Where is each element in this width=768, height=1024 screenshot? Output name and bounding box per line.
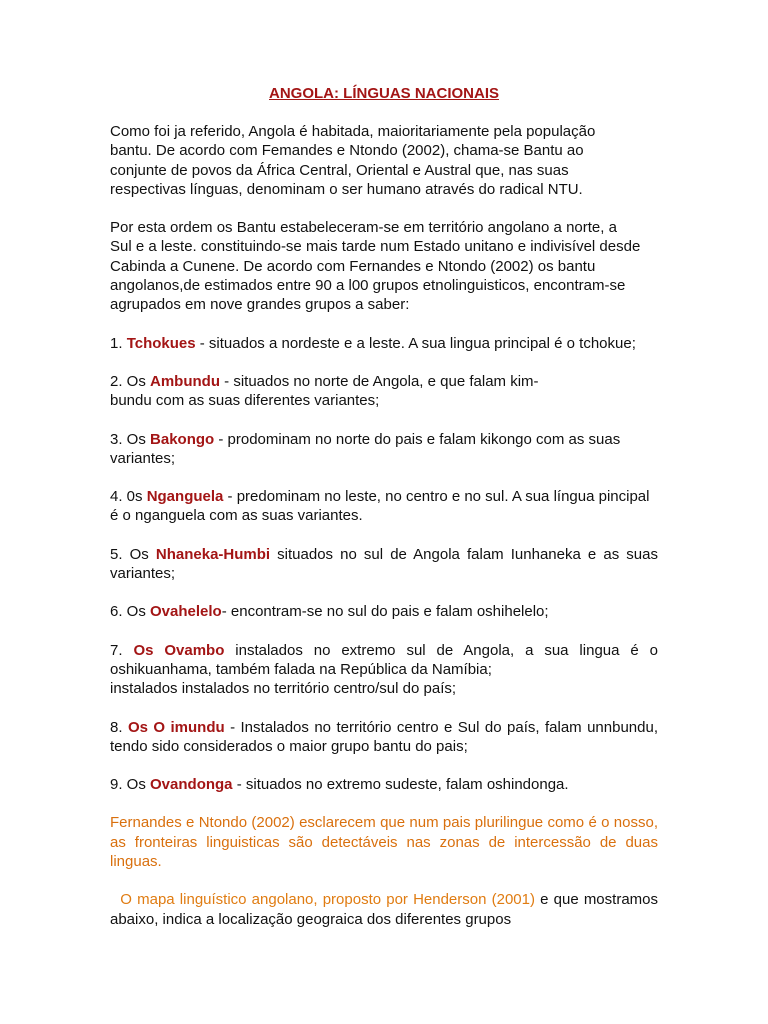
group-text: - situados no extremo sudeste, falam oshindonga. — [232, 776, 569, 794]
group-item — [110, 718, 658, 757]
group-prefix: 3. Os — [110, 430, 151, 448]
group-item — [110, 602, 658, 621]
group-name: Nhaneka-Humbi — [155, 545, 271, 563]
group-prefix: 6. Os — [110, 603, 151, 621]
intro-line: conjunte de povos da África Central, Oriental e Austral que, nas suas — [110, 161, 569, 179]
group-prefix: 9. Os — [110, 776, 151, 794]
paragraph-frontiers: Fernandes e Ntondo (2002) esclarecem que num pais plurilingue como é o nosso, as fronteiras linguisticas são detectáveis nas zonas de intercessão de duas linguas. — [110, 814, 658, 871]
group-text: - situados a nordeste e a leste. A sua lingua principal é o tchokue; — [195, 334, 636, 352]
group-item — [110, 641, 658, 699]
group-text: - encontram-se no sul do pais e falam oshihelelo; — [221, 603, 549, 621]
intro-line: bantu. De acordo com Femandes e Ntondo (2002), chama-se Bantu ao — [110, 142, 584, 160]
intro-line: Como foi ja referido, Angola é habitada, maioritariamente pela população — [110, 123, 596, 140]
paragraph-map — [110, 890, 658, 929]
page-title: ANGOLA: LÍNGUAS NACIONAIS — [269, 85, 499, 102]
group-text: instalados no extremo sul de Angola, a sua lingua é o oshikuanhama, também falada na República da Namíbia; — [110, 641, 658, 678]
paragraph-intro — [110, 122, 658, 199]
group-name: Os Ovambo — [133, 641, 225, 659]
group-text-continued: instalados instalados no território centro/sul do país; — [110, 680, 457, 698]
intro-line: respectivas línguas, denominam o ser humano através do radical NTU. — [110, 180, 583, 198]
paragraph-bantu — [110, 218, 658, 314]
group-prefix: 5. Os — [110, 545, 156, 563]
group-text: - situados no norte de Angola, e que falam kim- — [220, 372, 539, 390]
map-reference: O mapa linguístico angolano, proposto por Henderson (2001) — [110, 891, 535, 909]
group-prefix: 4. 0s — [110, 488, 147, 506]
group-text: - Instalados no território centro e Sul do país, falam unnbundu, tendo sido considerados o maior grupo bantu do pais; — [110, 718, 658, 755]
bantu-line: Sul e a leste. constituindo-se mais tarde num Estado unitano e indivisível desde — [110, 238, 641, 256]
group-item — [110, 372, 658, 411]
group-name: Bakongo — [150, 430, 215, 448]
group-prefix: 1. — [110, 334, 127, 352]
group-text: - predominam no leste, no centro e no sul. A sua língua pincipal é o nganguela com as suas variantes. — [110, 488, 650, 525]
map-text: e que mostramos abaixo, indica a localização geograica dos diferentes grupos — [110, 891, 658, 928]
group-name: Ovandonga — [150, 776, 233, 794]
group-text-continued: bundu com as suas diferentes variantes; — [110, 392, 380, 410]
group-item — [110, 334, 658, 353]
group-name: Nganguela — [146, 488, 224, 506]
bantu-line: Cabinda a Cunene. De acordo com Fernandes e Ntondo (2002) os bantu — [110, 257, 596, 275]
group-prefix: 7. — [110, 641, 134, 659]
group-name: Ambundu — [150, 372, 220, 390]
group-item — [110, 430, 658, 469]
group-text: - prodominam no norte do pais e falam kikongo com as suas variantes; — [110, 430, 621, 467]
group-name: Ovahelelo — [150, 603, 222, 621]
group-prefix: 8. — [110, 718, 128, 736]
group-text: situados no sul de Angola falam Iunhaneka e as suas variantes; — [110, 545, 658, 583]
bantu-line: Por esta ordem os Bantu estabeleceram-se em território angolano a norte, a — [110, 219, 617, 237]
group-item — [110, 545, 658, 584]
group-name: Tchokues — [126, 334, 196, 352]
group-prefix: 2. Os — [110, 372, 151, 390]
group-item — [110, 487, 658, 526]
group-item — [110, 775, 658, 794]
bantu-line: agrupados em nove grandes grupos a saber: — [110, 296, 410, 314]
bantu-line: angolanos,de estimados entre 90 a l00 grupos etnolinguisticos, encontram-se — [110, 277, 626, 295]
group-name: Os O imundu — [127, 718, 225, 736]
